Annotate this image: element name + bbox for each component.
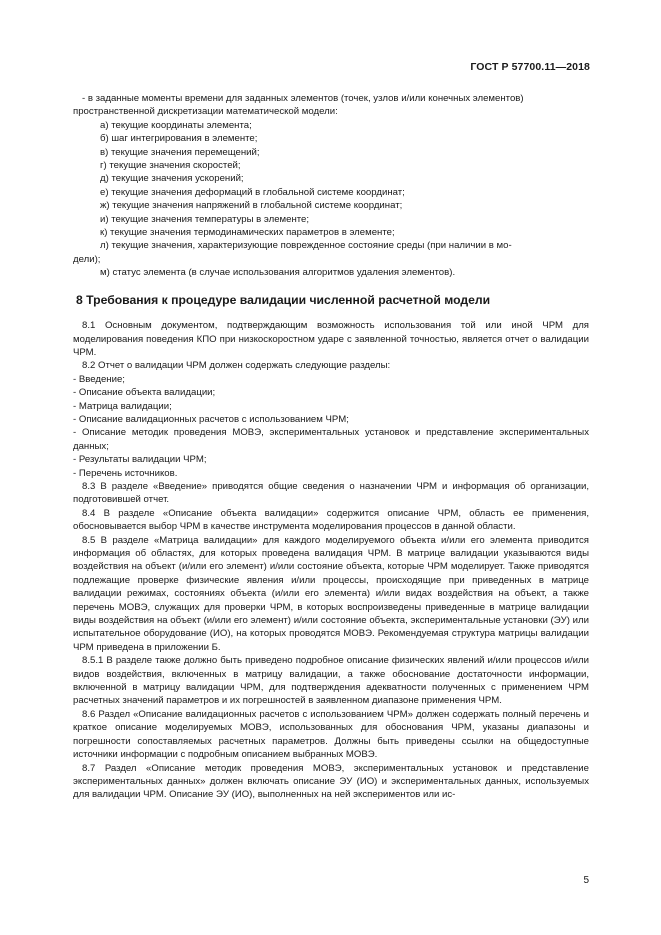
paragraph-8-4: 8.4 В разделе «Описание объекта валидации» содержится описание ЧРМ, область ее применения, обосновывается выбор ЧРМ в качестве инструмента моделирования процессов в данной области. [73,507,589,533]
list-item: б) шаг интегрирования в элементе; [100,133,258,145]
paragraph-8-6: 8.6 Раздел «Описание валидационных расчетов с использованием ЧРМ» должен содержать полный перечень и краткое описание моделируемых МОВЭ, использованных для обоснования ЧРМ, указаны диапазоны и погрешности сопоставляемых расчетных параметров. Должны быть приведены ссылки на общедоступные источники информации с подробным описанием выбранных МОВЭ. [73,708,589,761]
paragraph-8-2: 8.2 Отчет о валидации ЧРМ должен содержать следующие разделы: [82,360,391,372]
section-list-item: - Результаты валидации ЧРМ; [73,454,207,466]
document-body [73,92,589,802]
list-item: ж) текущие значения напряжений в глобальной системе координат; [100,200,403,212]
list-item: л) текущие значения, характеризующие поврежденное состояние среды (при наличии в мо- [100,240,512,252]
document-id: ГОСТ Р 57700.11—2018 [470,61,590,73]
page-number: 5 [583,875,589,886]
section-list-item: - Введение; [73,373,125,385]
list-item: и) текущие значения температуры в элементе; [100,213,310,225]
list-item-continuation: дели); [73,253,101,265]
list-item: е) текущие значения деформаций в глобальной системе координат; [100,186,405,198]
intro-line: - в заданные моменты времени для заданных элементов (точек, узлов и/или конечных элементов) [82,93,524,104]
list-item: а) текущие координаты элемента; [100,119,252,131]
list-item: в) текущие значения перемещений; [100,146,260,158]
paragraph-8-5-1: 8.5.1 В разделе также должно быть приведено подробное описание физических явлений и/или процессов и/или видов воздействия, включенных в матрицу валидации, а также обоснование достаточности информации, включенной в матрицу валидации ЧРМ, для подтверждения адекватности полученных с применением ЧРМ расчетных значений параметров и их погрешностей в заявленном диапазоне применения ЧРМ. [73,655,589,707]
section-list-item: - Перечень источников. [73,467,178,479]
list-item: д) текущие значения ускорений; [100,173,244,185]
list-item: м) статус элемента (в случае использования алгоритмов удаления элементов). [100,267,456,279]
intro-line: пространственной дискретизации математической модели: [73,106,338,118]
paragraph-8-7: 8.7 Раздел «Описание методик проведения МОВЭ, экспериментальных установок и представление экспериментальных данных» должен включать описание ЭУ (ИО) и экспериментальных данных, используемых для валидации ЧРМ. Описание ЭУ (ИО), выполненных на ней экспериментов или ис- [73,762,589,801]
paragraph-8-5: 8.5 В разделе «Матрица валидации» для каждого моделируемого объекта и/или его элемента приводится информация об областях, для которых проведена валидация ЧРМ. В матрице валидации указываются виды воздействия на объект (и/или его элемент) и/или состояние объекта, которые ЧРМ моделирует. Также приводятся подлежащие проверке физические явления и/или процессы, происходящие при приведенных в матрице валидации режимах, состояниях объекта (и/или его элемента) и/или видах воздействия на объект, а также перечень МОВЭ, служащих для проверки ЧРМ, в которых воспроизведены приведенные в матрице валидации виды воздействия на объект (и/или его элемент) и/или состояние объекта, экспериментальные установки (ЭУ) или испытательное оборудование (ИО), на которых проводятся МОВЭ. Рекомендуемая структура матрицы валидации ЧРМ приведена в приложении Б. [73,534,589,653]
section-list-item: - Описание методик проведения МОВЭ, экспериментальных установок и представление экспериментальных данных; [73,427,589,452]
section-heading: 8 Требования к процедуре валидации численной расчетной модели [76,292,491,307]
list-item: к) текущие значения термодинамических параметров в элементе; [100,227,395,239]
paragraph-8-1: 8.1 Основным документом, подтверждающим возможность использования той или иной ЧРМ для моделирования поведения КПО при низкоскоростном ударе с заявленной точностью, является отчет о валидации ЧРМ. [73,320,589,358]
section-list-item: - Описание объекта валидации; [73,387,216,399]
section-list-item: - Описание валидационных расчетов с использованием ЧРМ; [73,413,349,425]
paragraph-8-3: 8.3 В разделе «Введение» приводятся общие сведения о назначении ЧРМ и информация об организации, подготовившей отчет. [73,480,589,506]
section-list-item: - Матрица валидации; [73,400,172,412]
list-item: г) текущие значения скоростей; [100,160,241,172]
